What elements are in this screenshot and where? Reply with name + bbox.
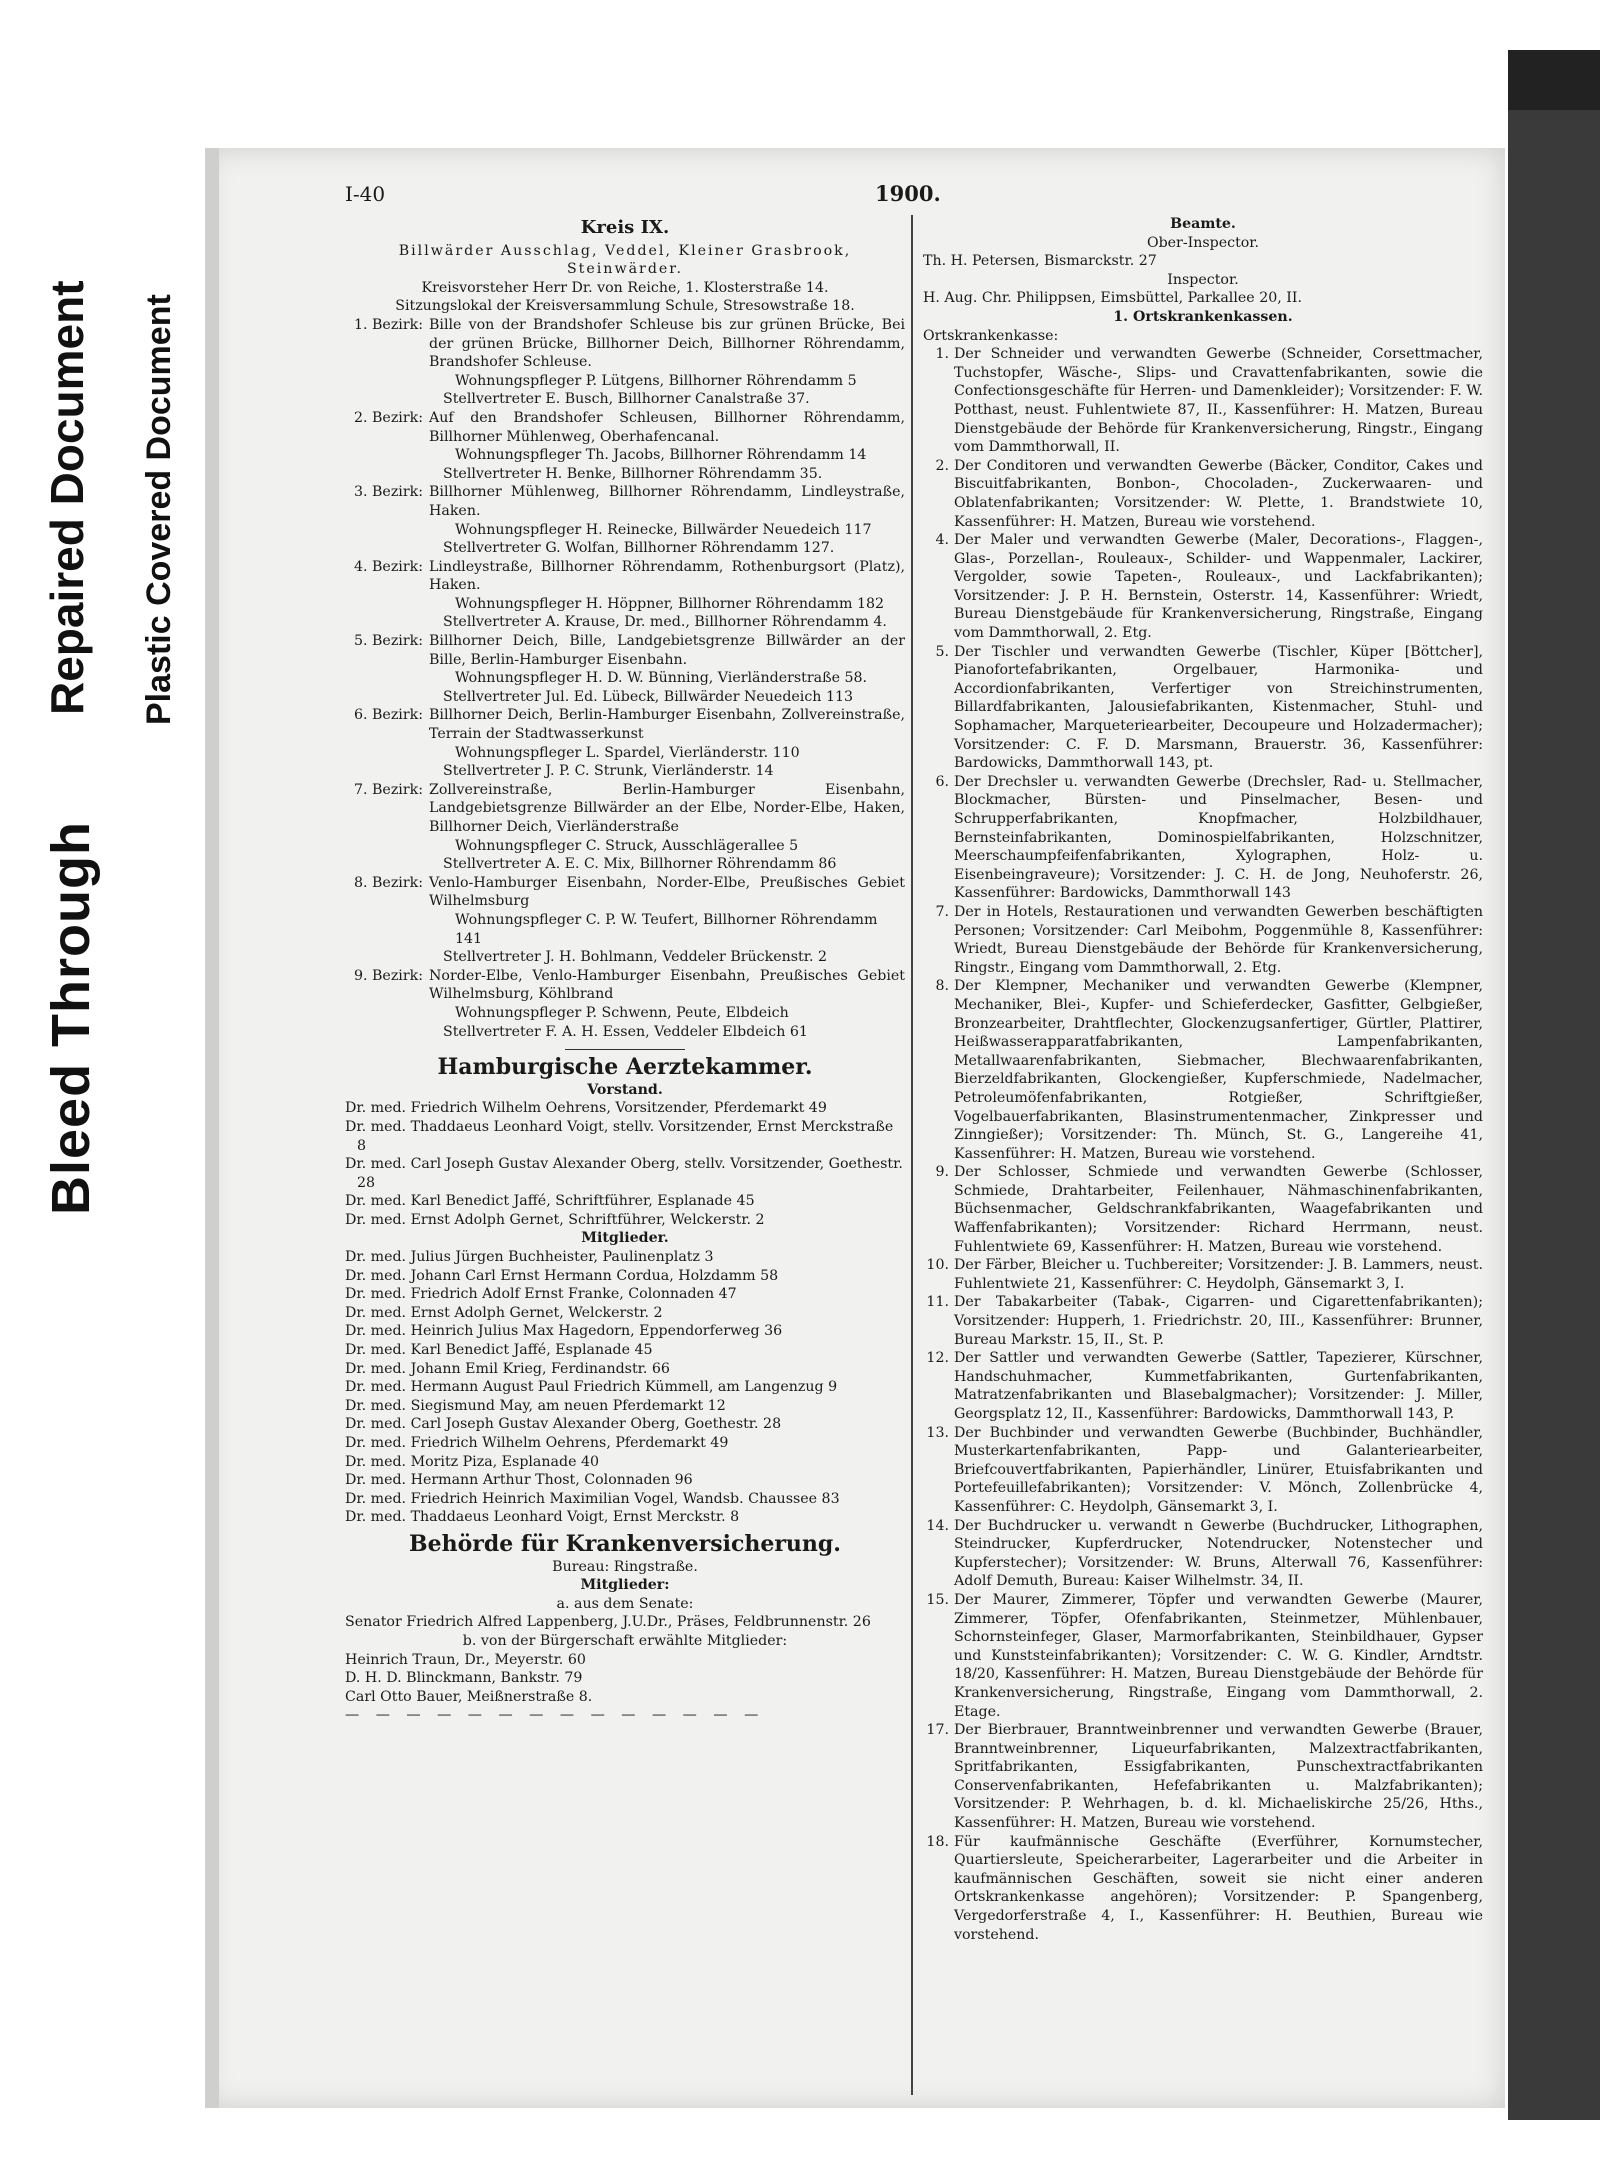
vorstand-member: Dr. med. Carl Joseph Gustav Alexander Oberg, stellv. Vorsitzender, Goethestr. 28 xyxy=(345,1156,903,1191)
scanner-edge-strip xyxy=(1508,50,1600,2120)
vorstand-member: Dr. med. Karl Benedict Jaffé, Schriftführer, Esplanade 45 xyxy=(345,1193,755,1210)
kasse-text: Der Maurer, Zimmerer, Töpfer und verwandten Gewerbe (Maurer, Zimmerer, Töpfer, Ofenfabrikanten, Steinmetzer, Mühlenbauer, Schornsteinfeger, Glaser, Marmorfabrikanten, Steinbildhauer, Gypser und Kunststeinfabrikanten); Vorsitzender: C. W. G. Kindler, Arndtstr. 18/20, Kassenführer: H. Matzen, Bureau Dienstgebäude der Behörde für Krankenversicherung, Ringstraße, Eingang vom Dammthorwall, 2. Etage. xyxy=(954,1591,1483,1720)
kasse-number: 2. xyxy=(935,457,949,474)
kasse-text: Der Schlosser, Schmiede und verwandten Gewerbe (Schlosser, Schmiede, Drahtarbeiter, Feilenhauer, Nähmaschinenfabrikanten, Büchsenmacher, Geldschrankfabrikanten, Waagefabrikanten und Waffenfabrikanten); Vorsitzender: Richard Herrmann, neust. Fuhlentwiete 69, Kassenführer: H. Matzen, Bureau wie vorstehend. xyxy=(954,1164,1483,1255)
buergerschaft-list xyxy=(345,1651,905,1707)
page-binding-edge xyxy=(205,148,219,2108)
kasse-number: 10. xyxy=(926,1257,949,1274)
vorstand-list xyxy=(345,1099,905,1229)
bezirk-label: 6. Bezirk: xyxy=(353,707,423,724)
vorstand-member: Dr. med. Thaddaeus Leonhard Voigt, stellv. Vorsitzender, Ernst Merckstraße 8 xyxy=(345,1118,894,1154)
bezirk-stellvertreter: Stellvertreter Jul. Ed. Lübeck, Billwärder Neuedeich 113 xyxy=(443,688,854,705)
bezirk-label: 8. Bezirk: xyxy=(353,874,423,891)
kasse-entry xyxy=(923,1349,1483,1423)
bleed-through-label: Bleed Through xyxy=(41,821,101,1215)
bezirk-stellvertreter: Stellvertreter G. Wolfan, Billhorner Röhrendamm 127. xyxy=(443,540,835,557)
bezirk-entry xyxy=(345,967,905,1004)
kasse-entry xyxy=(923,1833,1483,1945)
kreis-areas: Billwärder Ausschlag, Veddel, Kleiner Grasbrook, Steinwärder. xyxy=(398,242,852,278)
divider xyxy=(565,1049,685,1050)
kasse-entry xyxy=(923,345,1483,457)
senat-member: Senator Friedrich Alfred Lappenberg, J.U.Dr., Präses, Feldbrunnenstr. 26 xyxy=(345,1614,871,1631)
bezirk-pfleger: Wohnungspfleger Th. Jacobs, Billhorner Röhrendamm 14 xyxy=(455,447,867,464)
kasse-number: 6. xyxy=(935,773,949,790)
bezirk-pfleger: Wohnungspfleger L. Spardel, Vierländerstr. 110 xyxy=(455,744,800,761)
kasse-number: 18. xyxy=(926,1833,949,1850)
kasse-entry xyxy=(923,1293,1483,1349)
document-page xyxy=(345,181,1483,2085)
kreis-heading: Kreis IX. xyxy=(580,217,670,238)
kasse-number: 12. xyxy=(926,1350,949,1367)
kasse-text: Der Buchdrucker u. verwandt n Gewerbe (Buchdrucker, Lithographen, Steindrucker, Kupferdrucker, Notendrucker, Notenstecher und Kupferstecher); Vorsitzender: W. Bruns, Alterwall 76, Kassenführer: Adolf Demuth, Bureau: Kaiser Wilhelmstr. 34, II. xyxy=(954,1517,1483,1590)
bezirk-pfleger: Wohnungspfleger C. P. W. Teufert, Billhorner Röhrendamm 141 xyxy=(455,911,878,947)
buergerschaft-heading: b. von der Bürgerschaft erwählte Mitglieder: xyxy=(462,1632,788,1649)
mitglieder-list xyxy=(345,1248,905,1527)
dash-line: — — — — — — — — — — — — — — xyxy=(345,1707,765,1724)
buergerschaft-member: D. H. D. Blinckmann, Bankstr. 79 xyxy=(345,1670,583,1687)
ortskrankenkasse-label: Ortskrankenkasse: xyxy=(923,327,1059,344)
kammer-member: Dr. med. Julius Jürgen Buchheister, Paulinenplatz 3 xyxy=(345,1249,714,1266)
kammer-member: Dr. med. Friedrich Heinrich Maximilian Vogel, Wandsb. Chaussee 83 xyxy=(345,1490,840,1507)
bezirk-streets: Auf den Brandshofer Schleusen, Billhorner Röhrendamm, Billhorner Mühlenweg, Oberhafencanal. xyxy=(429,409,905,445)
bezirk-streets: Lindleystraße, Billhorner Röhrendamm, Rothenburgsort (Platz), Haken. xyxy=(429,558,905,594)
kasse-number: 14. xyxy=(926,1517,949,1534)
kasse-text: Der Klempner, Mechaniker und verwandten Gewerbe (Klempner, Mechaniker, Blei-, Kupfer- und Schieferdecker, Gasfitter, Gelbgießer, Bronzearbeiter, Drahtflechter, Glockenzugsanfertiger, Gürtler, Plattirer, Heißwasserapparatfabrikanten, Lampenfabrikanten, Metallwaarenfabrikanten, Siebmacher, Blechwaarenfabrikanten, Bierzeldfabrikanten, Glockengießer, Kupferschmiede, Nadelmacher, Petroleumöfenfabrikanten, Rotgießer, Schriftgießer, Vogelbauerfabrikanten, Blasinstrumentenmacher, Zinkpresser und Zinngießer); Vorsitzender: Th. Münch, St. G., Langereihe 41, Kassenführer: H. Matzen, Bureau wie vorstehend. xyxy=(954,978,1483,1162)
ortskrankenkassen-heading: 1. Ortskrankenkassen. xyxy=(1113,308,1293,325)
kasse-number: 8. xyxy=(935,978,949,995)
kammer-member: Dr. med. Ernst Adolph Gernet, Welckerstr. 2 xyxy=(345,1304,663,1321)
kasse-entry xyxy=(923,1256,1483,1293)
kammer-member: Dr. med. Friedrich Adolf Ernst Franke, Colonnaden 47 xyxy=(345,1286,737,1303)
kasse-text: Der Buchbinder und verwandten Gewerbe (Buchbinder, Buchhändler, Musterkartenfabrikanten, Papp- und Galanteriearbeiter, Briefcouvertfabrikanten, Papierhändler, Linürer, Etuisfabrikanten und Portefeuillefabrikanten); Vorsitzender: V. Mönch, Zollenbrücke 4, Kassenführer: C. Heydolph, Gänsemarkt 3, I. xyxy=(954,1424,1483,1515)
ober-inspector-heading: Ober-Inspector. xyxy=(1146,234,1260,251)
kasse-number: 1. xyxy=(935,346,949,363)
behoerde-heading: Behörde für Krankenversicherung. xyxy=(409,1530,841,1557)
aerztekammer-heading: Hamburgische Aerztekammer. xyxy=(437,1054,813,1081)
column-divider xyxy=(911,215,913,2095)
kammer-member: Dr. med. Siegismund May, am neuen Pferdemarkt 12 xyxy=(345,1397,726,1414)
beamte-heading: Beamte. xyxy=(1170,216,1236,232)
right-column xyxy=(923,215,1483,1944)
kasse-number: 17. xyxy=(926,1722,949,1739)
bezirk-list xyxy=(345,316,905,1041)
kassen-list xyxy=(923,345,1483,1944)
plastic-covered-label: Plastic Covered Document xyxy=(140,294,178,725)
kasse-text: Der Drechsler u. verwandten Gewerbe (Drechsler, Rad- u. Stellmacher, Blockmacher, Bürsten- und Pinselmacher, Besen- und Schrupperfabrikanten, Knopfmacher, Holzbildhauer, Bernsteinfabrikanten, Dominospielfabrikanten, Holzschnitzer, Meerschaumpfeifenfabrikanten, Xylographen, Holz- u. Eisenbeingraveure); Vorsitzender: J. C. H. de Jong, Neuhoferstr. 26, Kassenführer: Bardowicks, Dammthorwall 143 xyxy=(954,773,1483,902)
bezirk-label: 7. Bezirk: xyxy=(353,781,423,798)
kasse-entry xyxy=(923,1591,1483,1721)
inspector: H. Aug. Chr. Philippsen, Eimsbüttel, Parkallee 20, II. xyxy=(923,290,1302,307)
bezirk-entry xyxy=(345,874,905,911)
bezirk-stellvertreter: Stellvertreter H. Benke, Billhorner Röhrendamm 35. xyxy=(443,465,823,482)
bezirk-entry xyxy=(345,316,905,372)
kasse-text: Der Bierbrauer, Branntweinbrenner und verwandten Gewerbe (Brauer, Branntweinbrenner, Liqueurfabrikanten, Malzextractfabrikanten, Spritfabrikanten, Essigfabrikanten, Punschextractfabrikanten Conservenfabrikanten, Hefefabrikanten u. Malzfabrikanten); Vorsitzender: P. Wehrhagen, b. d. kl. Michaeliskirche 25/26, Hths., Kassenführer: H. Matzen, Bureau wie vorstehend. xyxy=(954,1722,1483,1832)
kammer-member: Dr. med. Karl Benedict Jaffé, Esplanade 45 xyxy=(345,1342,653,1359)
bezirk-entry xyxy=(345,706,905,743)
repaired-document-label: Repaired Document xyxy=(41,280,93,715)
bezirk-label: 3. Bezirk: xyxy=(353,484,423,501)
kammer-member: Dr. med. Johann Emil Krieg, Ferdinandstr. 66 xyxy=(345,1360,670,1377)
bezirk-streets: Billhorner Deich, Bille, Landgebietsgrenze Billwärder an der Bille, Berlin-Hamburger Eisenbahn. xyxy=(429,633,905,668)
kasse-number: 4. xyxy=(935,532,949,549)
left-column xyxy=(345,215,905,1725)
bezirk-pfleger: Wohnungspfleger H. Höppner, Billhorner Röhrendamm 182 xyxy=(455,595,885,612)
kasse-entry xyxy=(923,977,1483,1163)
kasse-number: 13. xyxy=(926,1424,949,1441)
bezirk-pfleger: Wohnungspfleger H. D. W. Bünning, Vierländerstraße 58. xyxy=(455,670,868,687)
kasse-text: Für kaufmännische Geschäfte (Everführer, Kornumstecher, Quartiersleute, Speicherarbeiter, Lagerarbeiter und die Arbeiter in kaufmännischen Geschäften, soweit sie nicht einer anderen Ortskrankenkasse angehören); Vorsitzender: P. Spangenberg, Vergedorferstraße 4, I., Kassenführer: H. Beuthien, Bureau wie vorstehend. xyxy=(954,1833,1483,1943)
kreis-sitzung: Sitzungslokal der Kreisversammlung Schule, Stresowstraße 18. xyxy=(395,298,855,315)
bezirk-entry xyxy=(345,483,905,520)
kasse-text: Der in Hotels, Restaurationen und verwandten Gewerben beschäftigten Personen; Vorsitzender: Carl Meibohm, Poggenmühle 8, Kassenführer: Wriedt, Bureau Dienstgebäude der Behörde für Krankenversicherung, Ringstr., Eingang vom Dammthorwall, 2. Etg. xyxy=(954,903,1483,976)
page-number: I-40 xyxy=(345,182,386,206)
kasse-entry xyxy=(923,1721,1483,1833)
kasse-text: Der Färber, Bleicher u. Tuchbereiter; Vorsitzender: J. B. Lammers, neust. Fuhlentwiete 21, Kassenführer: C. Heydolph, Gänsemarkt 3, I. xyxy=(954,1257,1483,1292)
kammer-member: Dr. med. Friedrich Wilhelm Oehrens, Pferdemarkt 49 xyxy=(345,1435,729,1451)
kasse-text: Der Tischler und verwandten Gewerbe (Tischler, Küper [Böttcher], Pianofortefabrikanten, Orgelbauer, Harmonika- und Accordionfabrikanten, Verfertiger von Streichinstrumenten, Billardfabrikanten, Jalousiefabrikanten, Kistenmacher, Stuhl- und Sophamacher, Marqueteriearbeiter, Decoupeure und Holzadermacher); Vorsitzender: C. F. D. Marsmann, Brauerstr. 36, Kassenführer: Bardowicks, Dammthorwall 143, pt. xyxy=(954,643,1483,772)
bezirk-stellvertreter: Stellvertreter A. E. C. Mix, Billhorner Röhrendamm 86 xyxy=(443,856,837,873)
kammer-member: Dr. med. Heinrich Julius Max Hagedorn, Eppendorferweg 36 xyxy=(345,1323,783,1340)
kasse-entry xyxy=(923,1424,1483,1517)
kammer-member: Dr. med. Johann Carl Ernst Hermann Cordua, Holzdamm 58 xyxy=(345,1267,779,1284)
kasse-entry xyxy=(923,643,1483,773)
kasse-text: Der Conditoren und verwandten Gewerbe (Bäcker, Conditor, Cakes und Biscuitfabrikanten, Bonbon-, Chocoladen-, Zuckerwaaren- und Oblatenfabrikanten; Vorsitzender: W. Plette, 1. Brandstwiete 10, Kassenführer: H. Matzen, Bureau wie vorstehend. xyxy=(954,457,1483,530)
bezirk-streets: Bille von der Brandshofer Schleuse bis zur grünen Brücke, Bei der grünen Brücke, Billhorner Deich, Billhorner Röhrendamm, Brandshofer Schleuse. xyxy=(429,316,905,371)
kasse-entry xyxy=(923,531,1483,643)
kasse-entry xyxy=(923,903,1483,977)
vorstand-member: Dr. med. Friedrich Wilhelm Oehrens, Vorsitzender, Pferdemarkt 49 xyxy=(345,1100,827,1117)
bezirk-stellvertreter: Stellvertreter J. H. Bohlmann, Veddeler Brückenstr. 2 xyxy=(443,949,827,966)
bezirk-entry xyxy=(345,632,905,669)
bezirk-stellvertreter: Stellvertreter F. A. H. Essen, Veddeler Elbdeich 61 xyxy=(443,1023,808,1040)
kasse-entry xyxy=(923,1517,1483,1591)
kasse-number: 5. xyxy=(935,643,949,660)
behoerde-bureau: Bureau: Ringstraße. xyxy=(552,1558,698,1575)
kasse-text: Der Sattler und verwandten Gewerbe (Sattler, Tapezierer, Kürschner, Handschuhmacher, Kummetfabrikanten, Gurtenfabrikanten, Matratzenfabrikanten und Blasebalgmacher); Vorsitzender: J. Miller, Georgsplatz 12, II., Kassenführer: Bardowicks, Dammthorwall 143, P. xyxy=(954,1350,1483,1422)
bezirk-stellvertreter: Stellvertreter E. Busch, Billhorner Canalstraße 37. xyxy=(443,391,810,408)
bezirk-entry xyxy=(345,558,905,595)
kammer-member: Dr. med. Carl Joseph Gustav Alexander Oberg, Goethestr. 28 xyxy=(345,1416,782,1433)
bezirk-stellvertreter: Stellvertreter A. Krause, Dr. med., Billhorner Röhrendamm 4. xyxy=(443,614,887,631)
kasse-number: 15. xyxy=(926,1591,949,1608)
bezirk-streets: Zollvereinstraße, Berlin-Hamburger Eisenbahn, Landgebietsgrenze Billwärder an der Elbe, Norder-Elbe, Haken, Billhorner Deich, Vierländerstraße xyxy=(429,781,905,835)
page-year: 1900. xyxy=(875,181,941,206)
sidebar-labels xyxy=(0,0,200,2177)
bezirk-label: 4. Bezirk: xyxy=(353,558,423,575)
bezirk-streets: Venlo-Hamburger Eisenbahn, Norder-Elbe, Preußisches Gebiet Wilhelmsburg xyxy=(429,874,905,910)
kasse-entry xyxy=(923,457,1483,531)
ober-inspector: Th. H. Petersen, Bismarckstr. 27 xyxy=(923,253,1157,270)
bezirk-entry xyxy=(345,409,905,446)
kasse-entry xyxy=(923,773,1483,903)
bezirk-label: 9. Bezirk: xyxy=(353,967,423,984)
kasse-text: Der Maler und verwandten Gewerbe (Maler, Decorations-, Flaggen-, Glas-, Porzellan-, Rouleaux-, Schilder- und Wappenmaler, Lackirer, Vergolder, sowie Tapeten-, Rouleaux-, und Lackfabrikanten); Vorsitzender: J. P. H. Bernstein, Osterstr. 14, Kassenführer: Wriedt, Bureau Dienstgebäude für Krankenversicherung, Ringstraße, Eingang vom Dammthorwall, 2. Etg. xyxy=(954,532,1483,642)
kreis-vorsteher: Kreisvorsteher Herr Dr. von Reiche, 1. Klosterstraße 14. xyxy=(421,279,829,296)
bezirk-pfleger: Wohnungspfleger P. Lütgens, Billhorner Röhrendamm 5 xyxy=(455,372,857,389)
bezirk-pfleger: Wohnungspfleger P. Schwenn, Peute, Elbdeich xyxy=(455,1004,789,1021)
bezirk-label: 2. Bezirk: xyxy=(353,409,423,426)
bezirk-pfleger: Wohnungspfleger C. Struck, Ausschlägerallee 5 xyxy=(455,837,799,854)
bezirk-stellvertreter: Stellvertreter J. P. C. Strunk, Vierländerstr. 14 xyxy=(443,763,774,780)
kasse-number: 7. xyxy=(935,903,949,920)
kasse-number: 11. xyxy=(926,1294,949,1311)
bezirk-streets: Billhorner Mühlenweg, Billhorner Röhrendamm, Lindleystraße, Haken. xyxy=(429,484,905,519)
bezirk-streets: Norder-Elbe, Venlo-Hamburger Eisenbahn, Preußisches Gebiet Wilhelmsburg, Köhlbrand xyxy=(429,967,905,1003)
vorstand-member: Dr. med. Ernst Adolph Gernet, Schriftführer, Welckerstr. 2 xyxy=(345,1211,765,1228)
senat-heading: a. aus dem Senate: xyxy=(556,1595,694,1612)
buergerschaft-member: Carl Otto Bauer, Meißnerstraße 8. xyxy=(345,1688,593,1705)
bezirk-entry xyxy=(345,781,905,837)
bezirk-streets: Billhorner Deich, Berlin-Hamburger Eisenbahn, Zollvereinstraße, Terrain der Stadtwasserkunst xyxy=(429,707,905,743)
scanner-edge-top xyxy=(1508,50,1600,110)
kammer-member: Dr. med. Thaddaeus Leonhard Voigt, Ernst Merckstr. 8 xyxy=(345,1509,740,1526)
bezirk-pfleger: Wohnungspfleger H. Reinecke, Billwärder Neuedeich 117 xyxy=(455,521,872,538)
behoerde-mitglieder-heading: Mitglieder: xyxy=(580,1577,670,1594)
bezirk-label: 5. Bezirk: xyxy=(353,633,423,650)
kammer-member: Dr. med. Moritz Piza, Esplanade 40 xyxy=(345,1453,600,1470)
inspector-heading: Inspector. xyxy=(1167,271,1239,288)
vorstand-heading: Vorstand. xyxy=(587,1081,663,1098)
kammer-member: Dr. med. Hermann August Paul Friedrich Kümmell, am Langenzug 9 xyxy=(345,1379,838,1396)
buergerschaft-member: Heinrich Traun, Dr., Meyerstr. 60 xyxy=(345,1651,586,1668)
kasse-entry xyxy=(923,1163,1483,1256)
bezirk-label: 1. Bezirk: xyxy=(353,316,423,333)
kammer-member: Dr. med. Hermann Arthur Thost, Colonnaden 96 xyxy=(345,1472,693,1489)
mitglieder-heading: Mitglieder. xyxy=(581,1230,669,1247)
kasse-number: 9. xyxy=(935,1164,949,1181)
kasse-text: Der Schneider und verwandten Gewerbe (Schneider, Corsettmacher, Tuchstopfer, Wäsche-, Slips- und Cravattenfabrikanten, sowie die Confectionsgeschäfte für Herren- und Damenkleider); Vorsitzender: F. W. Potthast, neust. Fuhlentwiete 87, II., Kassenführer: H. Matzen, Bureau Dienstgebäude der Behörde für Krankenversicherung, Ringstr., Eingang vom Dammthorwall, II. xyxy=(954,346,1483,456)
kasse-text: Der Tabakarbeiter (Tabak-, Cigarren- und Cigarettenfabrikanten); Vorsitzender: Hupperh, 1. Friedrichstr. 20, III., Kassenführer: Brunner, Bureau Markstr. 15, II., St. P. xyxy=(954,1294,1483,1348)
